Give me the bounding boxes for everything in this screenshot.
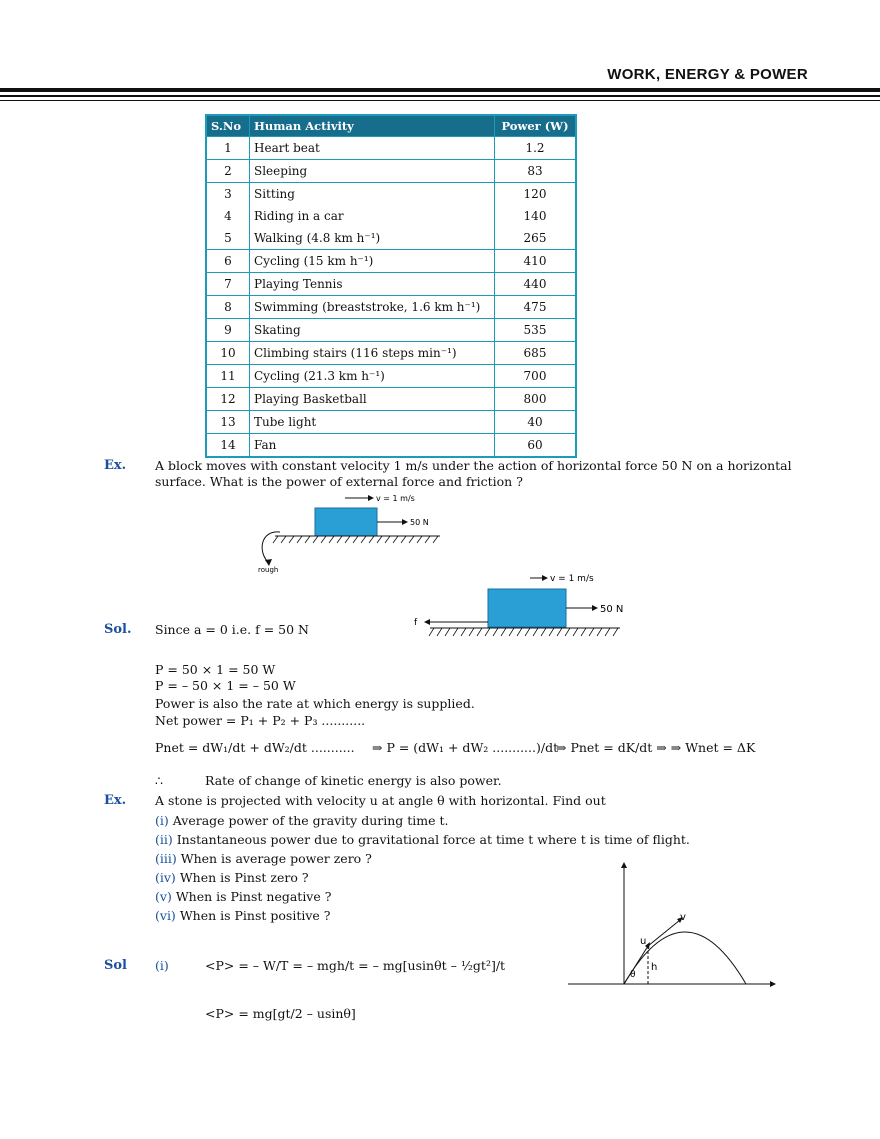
cell-activity: Climbing stairs (116 steps min⁻¹): [250, 342, 495, 365]
cell-power: 1.2: [495, 137, 577, 160]
col-header-sno: S.No: [206, 115, 250, 137]
solution-line: Power is also the rate at which energy is supplied.: [155, 696, 475, 711]
arrow-head: [542, 575, 548, 581]
table-row: [206, 205, 576, 227]
solution-label: Sol.: [104, 622, 132, 637]
cell-sno: 1: [206, 137, 250, 160]
solution-line: P = – 50 × 1 = – 50 W: [155, 678, 296, 693]
cell-activity: Fan: [250, 434, 495, 458]
table-row: [206, 183, 576, 206]
question-number: (vi): [155, 908, 176, 923]
cell-activity: Cycling (21.3 km h⁻¹): [250, 365, 495, 388]
question-item: [155, 851, 372, 867]
cell-sno: 10: [206, 342, 250, 365]
table-row: [206, 227, 576, 250]
solution-line: Net power = P₁ + P₂ + P₃ ...........: [155, 713, 366, 728]
cell-power: 120: [495, 183, 577, 206]
cell-activity: Walking (4.8 km h⁻¹): [250, 227, 495, 250]
table-row: [206, 365, 576, 388]
col-header-power: Power (W): [495, 115, 577, 137]
solution-line: Since a = 0 i.e. f = 50 N: [155, 622, 309, 637]
cell-activity: Sitting: [250, 183, 495, 206]
arrow-head: [424, 619, 430, 625]
question-text: When is average power zero ?: [180, 851, 372, 866]
cell-power: 440: [495, 273, 577, 296]
cell-sno: 5: [206, 227, 250, 250]
solution-label: Sol: [104, 958, 127, 973]
example-label: Ex.: [104, 793, 127, 808]
block-figure-large: [410, 568, 630, 640]
net-power-equation: Pnet = dW₁/dt + dW₂/dt ...........: [155, 740, 355, 755]
question-number: (iv): [155, 870, 176, 885]
cell-power: 700: [495, 365, 577, 388]
cell-sno: 8: [206, 296, 250, 319]
ground-hatch: [429, 628, 618, 636]
projectile-figure: [568, 860, 788, 1010]
cell-activity: Playing Tennis: [250, 273, 495, 296]
cell-power: 800: [495, 388, 577, 411]
table-body: [206, 137, 576, 458]
therefore-symbol: ∴: [155, 773, 163, 788]
cell-sno: 2: [206, 160, 250, 183]
cell-power: 410: [495, 250, 577, 273]
arrow-head: [368, 495, 374, 501]
h-label: h: [651, 962, 658, 973]
table-header-row: [206, 115, 576, 137]
question-item: [155, 870, 309, 886]
question-item: [155, 832, 690, 848]
example-label: Ex.: [104, 458, 127, 473]
cell-activity: Riding in a car: [250, 205, 495, 227]
table-row: [206, 342, 576, 365]
average-power-equation: <P> = – W/T = – mgh/t = – mg[usinθt – ½gt²]/t: [205, 958, 506, 973]
cell-power: 685: [495, 342, 577, 365]
arrow-head: [592, 605, 598, 611]
table-row: [206, 434, 576, 458]
question-text: When is Pinst negative ?: [175, 889, 332, 904]
question-item: [155, 908, 330, 924]
question-text: When is Pinst zero ?: [179, 870, 309, 885]
cell-power: 60: [495, 434, 577, 458]
question-text: Instantaneous power due to gravitational force at time t where t is time of flight.: [176, 832, 690, 847]
cell-power: 265: [495, 227, 577, 250]
col-header-activity: Human Activity: [250, 115, 495, 137]
cell-sno: 12: [206, 388, 250, 411]
force-label: 50 N: [600, 604, 624, 615]
solution-line: P = 50 × 1 = 50 W: [155, 662, 276, 677]
cell-activity: Cycling (15 km h⁻¹): [250, 250, 495, 273]
cell-sno: 7: [206, 273, 250, 296]
table-row: [206, 137, 576, 160]
question-number: (iii): [155, 851, 177, 866]
ground-label: rough: [258, 566, 279, 574]
example-text: A block moves with constant velocity 1 m/s under the action of horizontal force 50 N on a horizontal surface. What is the power of external force and friction ?: [155, 458, 792, 489]
friction-label: f: [414, 618, 418, 628]
question-text: When is Pinst positive ?: [179, 908, 331, 923]
cell-activity: Swimming (breaststroke, 1.6 km h⁻¹): [250, 296, 495, 319]
block-figure-small: [250, 490, 450, 575]
u-label: u: [640, 936, 647, 947]
block: [488, 589, 566, 627]
power-equation: ⇒ P = (dW₁ + dW₂ ...........)/dt: [372, 740, 559, 755]
question-number: (i): [155, 813, 169, 828]
arrow-head: [621, 862, 627, 868]
cell-activity: Tube light: [250, 411, 495, 434]
header-rule: [0, 95, 880, 97]
velocity-label: v = 1 m/s: [376, 494, 415, 503]
cell-sno: 4: [206, 205, 250, 227]
theta-label: θ: [630, 970, 636, 980]
cell-sno: 6: [206, 250, 250, 273]
question-number: (v): [155, 889, 172, 904]
table-row: [206, 296, 576, 319]
cell-power: 475: [495, 296, 577, 319]
table-row: [206, 250, 576, 273]
header-rule: [0, 88, 880, 92]
cell-activity: Sleeping: [250, 160, 495, 183]
work-energy-equation: ⇒ Pnet = dK/dt ⇒ ⇒ Wnet = ΔK: [556, 740, 756, 755]
force-label: 50 N: [410, 518, 429, 527]
question-item: [155, 813, 449, 829]
block: [315, 508, 377, 536]
solution-line: Rate of change of kinetic energy is also power.: [205, 773, 502, 788]
ground-hatch: [273, 536, 438, 543]
arrow-head: [402, 519, 408, 525]
part-number: (i): [155, 958, 169, 973]
header-rule: [0, 100, 880, 101]
cell-sno: 13: [206, 411, 250, 434]
cell-power: 535: [495, 319, 577, 342]
cell-activity: Playing Basketball: [250, 388, 495, 411]
table-row: [206, 160, 576, 183]
cell-activity: Skating: [250, 319, 495, 342]
cell-power: 40: [495, 411, 577, 434]
arrow-head: [770, 981, 776, 987]
question-text: Average power of the gravity during time t.: [172, 813, 449, 828]
cell-power: 140: [495, 205, 577, 227]
arrow-head: [265, 559, 272, 566]
velocity-label: v = 1 m/s: [550, 574, 594, 584]
cell-sno: 11: [206, 365, 250, 388]
table-row: [206, 388, 576, 411]
question-number: (ii): [155, 832, 173, 847]
cell-activity: Heart beat: [250, 137, 495, 160]
average-power-result: <P> = mg[gt/2 – usinθ]: [205, 1006, 356, 1021]
chapter-title: WORK, ENERGY & POWER: [607, 66, 808, 83]
power-table: [205, 114, 577, 458]
question-item: [155, 889, 331, 905]
table-row: [206, 411, 576, 434]
cell-power: 83: [495, 160, 577, 183]
table-row: [206, 319, 576, 342]
cell-sno: 3: [206, 183, 250, 206]
cell-sno: 14: [206, 434, 250, 458]
initial-velocity-arrow: [624, 946, 648, 984]
cell-sno: 9: [206, 319, 250, 342]
example-text: A stone is projected with velocity u at angle θ with horizontal. Find out: [155, 793, 606, 808]
v-label: v: [680, 912, 686, 923]
table-row: [206, 273, 576, 296]
